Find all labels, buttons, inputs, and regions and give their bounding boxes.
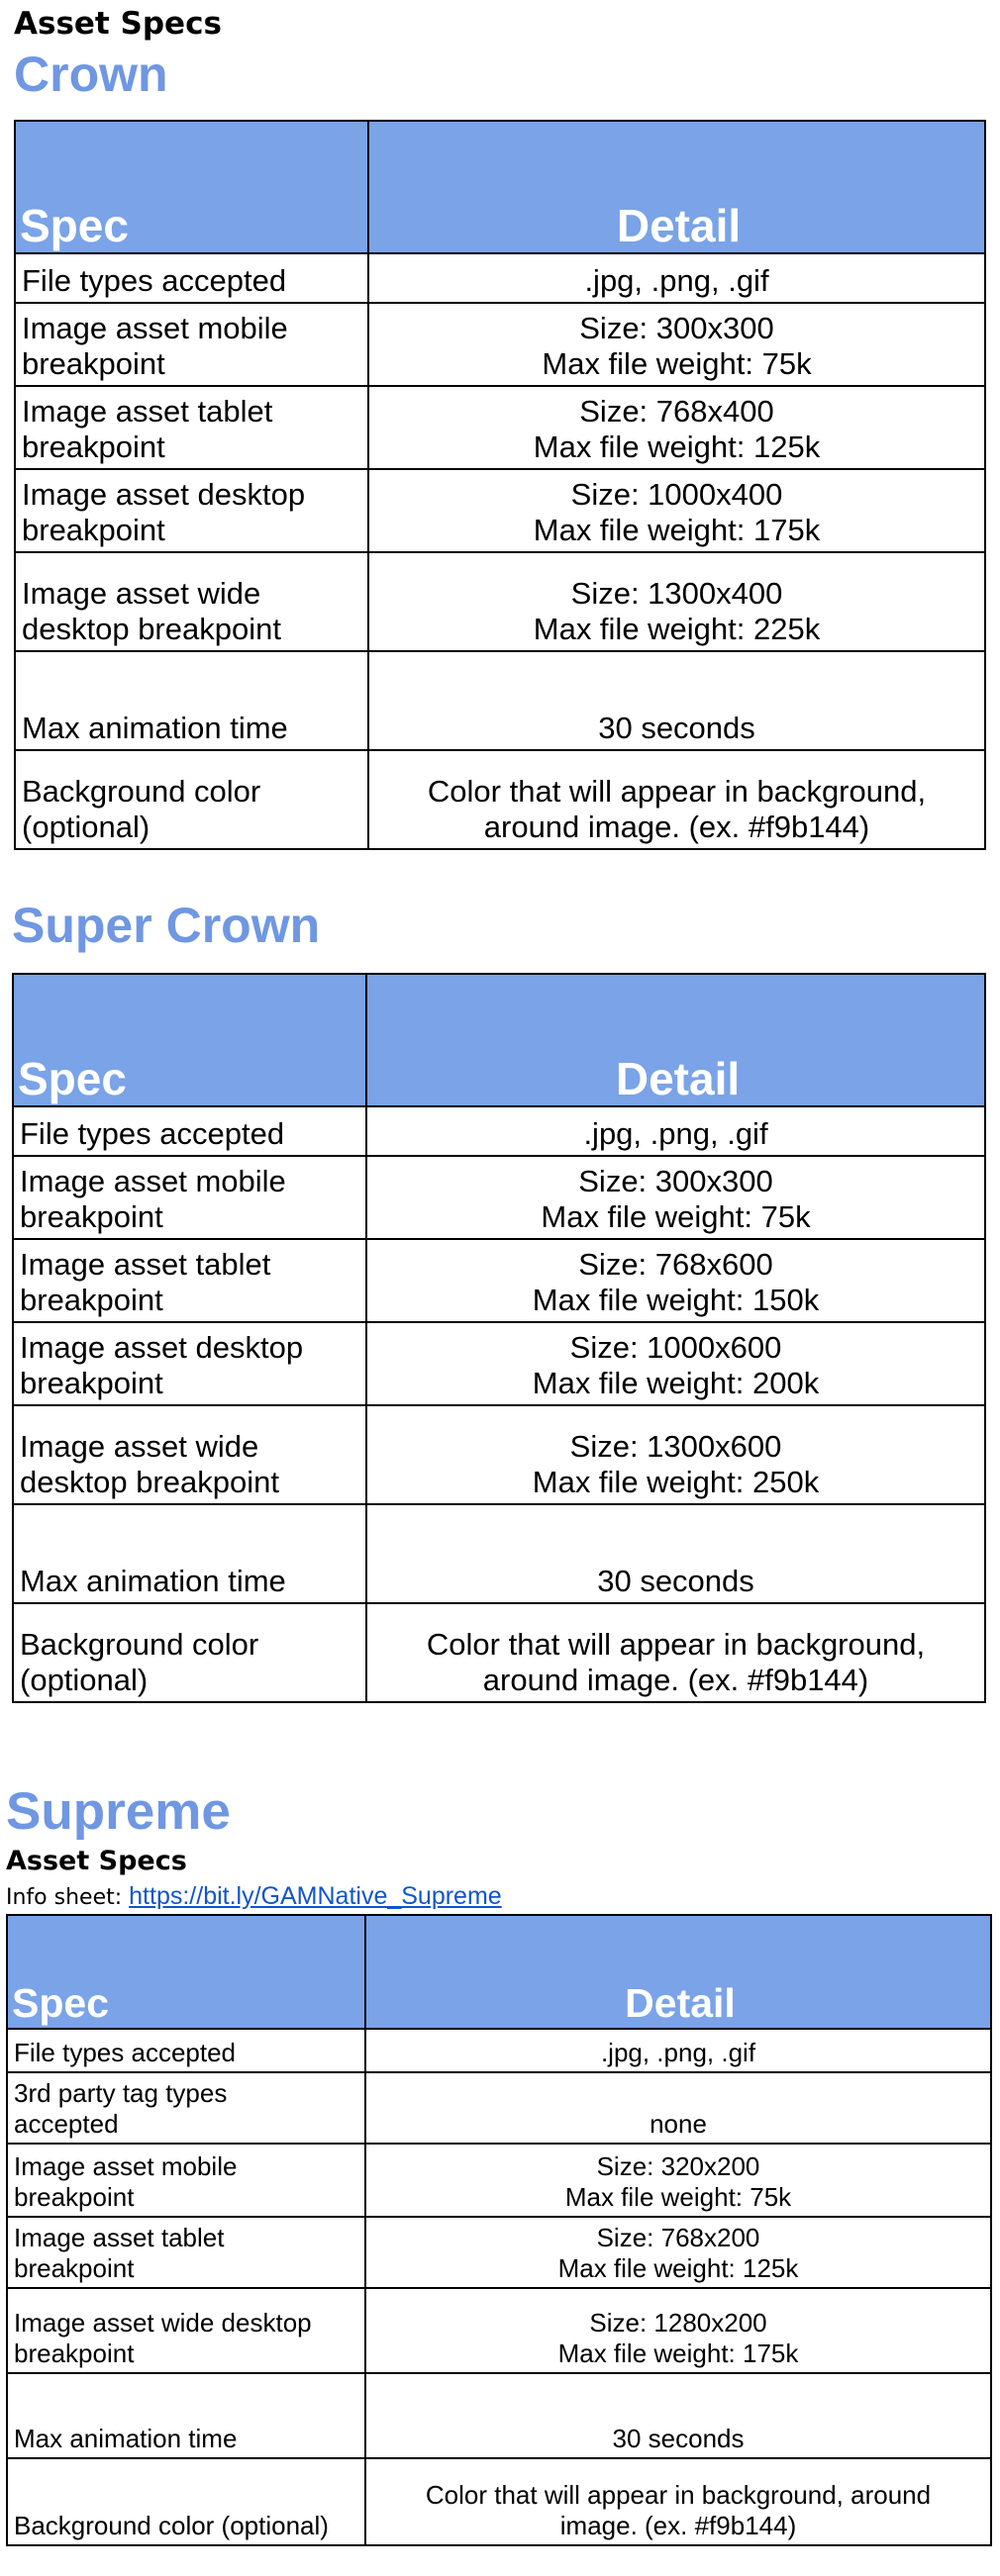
detail-cell (366, 1405, 985, 1504)
detail-cell-line: .jpg, .png, .gif (584, 263, 769, 298)
detail-cell-line: around image. (ex. #f9b144) (482, 1663, 869, 1697)
table-row (7, 2029, 991, 2072)
detail-cell (366, 1504, 985, 1603)
detail-cell-line: 30 seconds (598, 711, 755, 745)
detail-cell-line: Size: 1000x400 (570, 477, 783, 512)
detail-cell-line: Max file weight: 150k (532, 1283, 820, 1317)
detail-cell-line: Max file weight: 225k (533, 612, 821, 646)
table-row (13, 1239, 985, 1322)
table-row (15, 303, 985, 386)
spec-cell-line: Max animation time (14, 2424, 238, 2453)
spec-cell (7, 2217, 365, 2288)
spec-cell (7, 2072, 365, 2144)
spec-cell-line: (optional) (22, 810, 150, 844)
spec-cell-line: (optional) (20, 1663, 149, 1697)
spec-cell (13, 1322, 366, 1405)
detail-cell-line: Size: 320x200 (596, 2151, 760, 2181)
supreme-subtitle: Asset Specs (6, 1846, 187, 1876)
detail-cell-line: Size: 768x400 (579, 394, 774, 429)
spec-cell-line: Image asset mobile (20, 1164, 286, 1198)
spec-cell (7, 2144, 365, 2217)
spec-cell (13, 1156, 366, 1239)
spec-cell-line: Image asset mobile (22, 311, 288, 345)
spec-cell-line: Image asset wide (20, 1429, 259, 1464)
spec-cell-line: breakpoint (20, 1366, 163, 1400)
spec-cell-line: breakpoint (14, 2338, 135, 2368)
detail-cell-line: Size: 1280x200 (589, 2308, 767, 2337)
spec-cell (7, 2458, 365, 2545)
spec-cell-line: Image asset desktop (22, 477, 306, 512)
spec-cell-line: breakpoint (20, 1199, 163, 1234)
detail-cell-line: Max file weight: 125k (533, 429, 821, 464)
column-header-spec: Spec (7, 1915, 365, 2029)
table-header-row (13, 974, 985, 1106)
detail-cell-line: .jpg, .png, .gif (600, 2038, 756, 2067)
table-row (15, 253, 985, 303)
spec-cell-line: Max animation time (22, 711, 288, 745)
spec-cell-line: File types accepted (20, 1116, 285, 1151)
spec-cell (15, 386, 368, 469)
spec-cell (15, 750, 368, 849)
detail-cell (368, 651, 985, 750)
detail-cell-line: Max file weight: 200k (532, 1366, 820, 1400)
table-row (13, 1106, 985, 1156)
info-sheet-line (6, 1882, 502, 1911)
table-row (7, 2458, 991, 2545)
table-row (15, 552, 985, 651)
detail-cell-line: Size: 1300x600 (569, 1429, 782, 1464)
table-row (7, 2373, 991, 2458)
detail-cell (365, 2288, 991, 2373)
spec-cell-line: Image asset wide desktop (14, 2308, 312, 2337)
table-row (13, 1603, 985, 1702)
table-header-row (15, 121, 985, 253)
info-sheet-link[interactable]: https://bit.ly/GAMNative_Supreme (129, 1882, 502, 1910)
detail-cell (368, 469, 985, 552)
table-row (15, 651, 985, 750)
spec-cell (15, 552, 368, 651)
detail-cell-line: Size: 1300x400 (570, 576, 783, 611)
table-row (7, 2144, 991, 2217)
spec-cell (15, 651, 368, 750)
detail-cell-line: Max file weight: 175k (557, 2338, 799, 2368)
detail-cell-line: around image. (ex. #f9b144) (483, 810, 870, 844)
spec-cell-line: accepted (14, 2109, 119, 2139)
table-header-row (7, 1915, 991, 2029)
section-title-crown: Crown (14, 47, 168, 102)
detail-cell-line: .jpg, .png, .gif (583, 1116, 768, 1151)
detail-cell (365, 2072, 991, 2144)
spec-cell (15, 253, 368, 303)
column-header-spec: Spec (15, 121, 368, 253)
detail-cell (366, 1106, 985, 1156)
spec-cell-line: breakpoint (22, 429, 165, 464)
spec-cell-line: File types accepted (22, 263, 287, 298)
detail-cell-line: image. (ex. #f9b144) (559, 2511, 797, 2540)
detail-cell-line: Max file weight: 75k (542, 346, 812, 381)
detail-cell-line: Max file weight: 175k (533, 513, 821, 547)
detail-cell-line: Color that will appear in background, (427, 774, 927, 809)
info-sheet-label: Info sheet: (6, 1885, 123, 1910)
spec-cell-line: breakpoint (20, 1283, 163, 1317)
detail-cell (368, 552, 985, 651)
spec-cell-line: Image asset tablet (22, 394, 273, 429)
table-row (15, 469, 985, 552)
spec-cell-line: File types accepted (14, 2038, 237, 2067)
spec-cell-line: Background color (20, 1627, 259, 1662)
section-title-super-crown: Super Crown (12, 898, 321, 953)
detail-cell (366, 1322, 985, 1405)
spec-cell (13, 1405, 366, 1504)
detail-cell-line: Size: 1000x600 (569, 1330, 782, 1365)
table-row (7, 2072, 991, 2144)
table-row (7, 2217, 991, 2288)
detail-cell (368, 750, 985, 849)
detail-cell-line: Max file weight: 75k (564, 2182, 792, 2212)
table-row (13, 1156, 985, 1239)
spec-cell-line: Image asset wide (22, 576, 261, 611)
page-label: Asset Specs (14, 6, 222, 42)
detail-cell (365, 2458, 991, 2545)
detail-cell-line: none (650, 2109, 707, 2139)
detail-cell-line: Size: 300x300 (579, 311, 774, 345)
spec-cell (7, 2373, 365, 2458)
spec-cell (13, 1106, 366, 1156)
detail-cell-line: 30 seconds (612, 2424, 745, 2453)
spec-cell-line: breakpoint (22, 513, 165, 547)
supreme-spec-table (6, 1914, 992, 2546)
detail-cell-line: Color that will appear in background, (426, 1627, 926, 1662)
spec-cell-line: Background color (optional) (14, 2511, 329, 2540)
table-row (13, 1322, 985, 1405)
spec-cell (7, 2029, 365, 2072)
detail-cell (365, 2144, 991, 2217)
detail-cell-line: Max file weight: 75k (541, 1199, 811, 1234)
detail-cell-line: Size: 300x300 (578, 1164, 773, 1198)
detail-cell (365, 2217, 991, 2288)
detail-cell-line: Max file weight: 250k (532, 1465, 820, 1499)
spec-cell (15, 303, 368, 386)
crown-spec-table (14, 120, 986, 850)
detail-cell (368, 253, 985, 303)
detail-cell-line: 30 seconds (597, 1564, 754, 1598)
detail-cell (368, 303, 985, 386)
column-header-spec: Spec (13, 974, 366, 1106)
spec-cell (15, 469, 368, 552)
detail-cell (365, 2373, 991, 2458)
spec-cell-line: Image asset tablet (20, 1247, 271, 1282)
table-row (15, 750, 985, 849)
spec-cell (13, 1504, 366, 1603)
spec-cell-line: Image asset desktop (20, 1330, 304, 1365)
spec-cell-line: Background color (22, 774, 261, 809)
column-header-detail: Detail (368, 121, 985, 253)
detail-cell-line: Size: 768x600 (578, 1247, 773, 1282)
spec-cell-line: Image asset mobile (14, 2151, 238, 2181)
detail-cell (365, 2029, 991, 2072)
spec-cell-line: Image asset tablet (14, 2223, 225, 2252)
table-row (13, 1504, 985, 1603)
detail-cell-line: Max file weight: 125k (557, 2253, 799, 2283)
spec-cell-line: desktop breakpoint (22, 612, 281, 646)
detail-cell-line: Color that will appear in background, around (425, 2480, 932, 2510)
detail-cell (366, 1603, 985, 1702)
table-row (7, 2288, 991, 2373)
spec-cell-line: Max animation time (20, 1564, 286, 1598)
table-row (15, 386, 985, 469)
spec-cell (13, 1603, 366, 1702)
spec-cell (7, 2288, 365, 2373)
detail-cell (366, 1156, 985, 1239)
detail-cell (368, 386, 985, 469)
spec-cell-line: breakpoint (14, 2182, 135, 2212)
super-crown-spec-table (12, 973, 986, 1703)
spec-cell-line: breakpoint (22, 346, 165, 381)
spec-cell (13, 1239, 366, 1322)
section-title-supreme: Supreme (6, 1782, 231, 1841)
spec-cell-line: desktop breakpoint (20, 1465, 279, 1499)
table-row (13, 1405, 985, 1504)
spec-cell-line: 3rd party tag types (14, 2078, 228, 2108)
column-header-detail: Detail (365, 1915, 991, 2029)
detail-cell (366, 1239, 985, 1322)
spec-cell-line: breakpoint (14, 2253, 135, 2283)
detail-cell-line: Size: 768x200 (596, 2223, 760, 2252)
column-header-detail: Detail (366, 974, 985, 1106)
